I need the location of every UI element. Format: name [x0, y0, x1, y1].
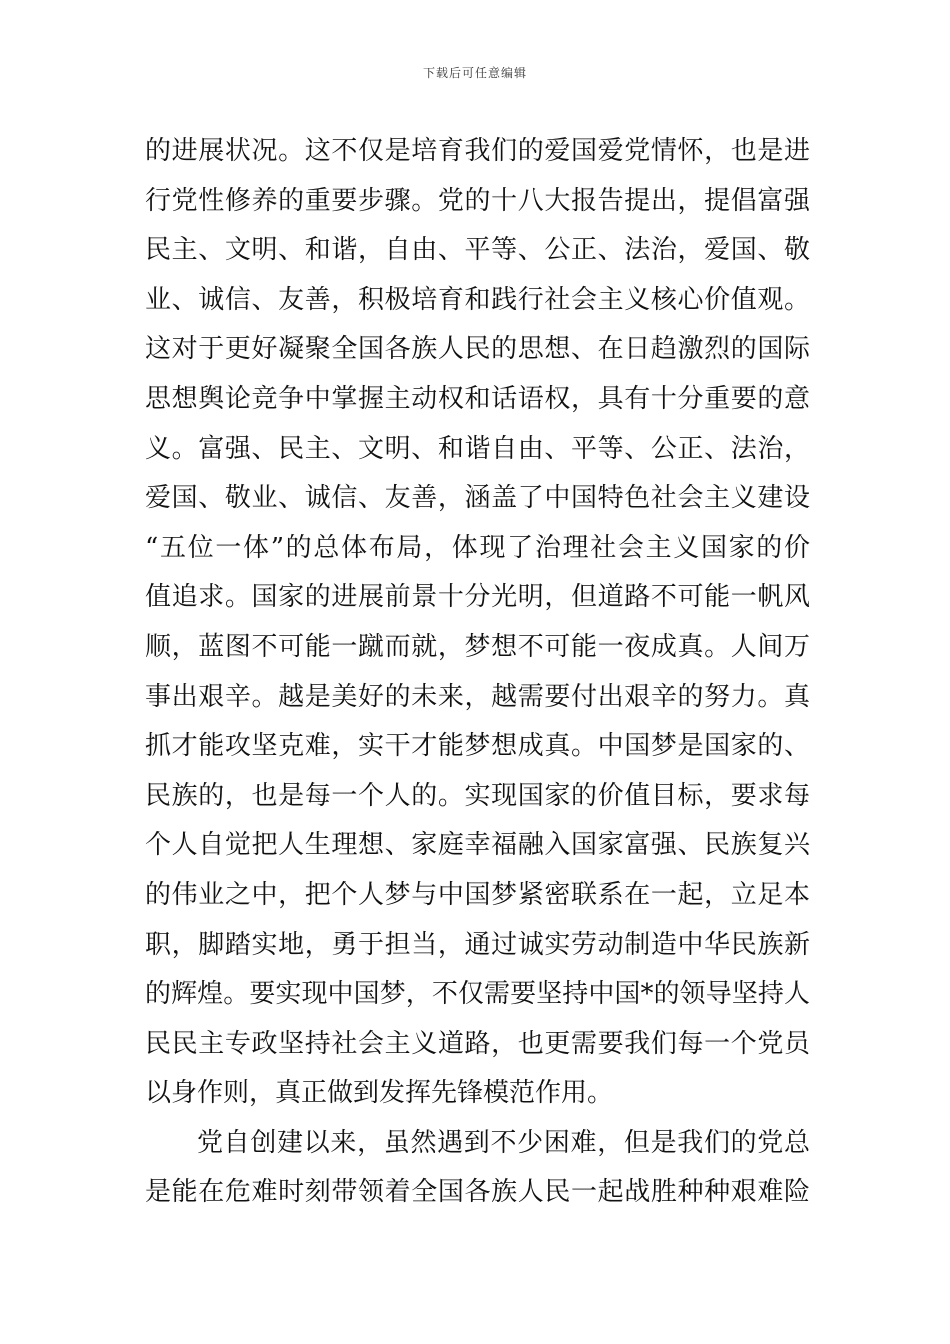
document-body [145, 127, 810, 1218]
page-header-note: 下载后可任意编辑 [422, 66, 527, 80]
text-line: 爱国、敬业、诚信、友善，涵盖了中国特色社会主义建设 [145, 483, 810, 514]
text-line: 的辉煌。要实现中国梦，不仅需要坚持中国*的领导坚持人 [145, 979, 810, 1010]
text-line: 是能在危难时刻带领着全国各族人民一起战胜种种艰难险 [145, 1177, 810, 1208]
paragraph-start-line: 党自创建以来，虽然遇到不少困难，但是我们的党总 [197, 1127, 810, 1158]
text-line: 值追求。国家的进展前景十分光明，但道路不可能一帆风 [145, 582, 810, 613]
text-line: 职，脚踏实地，勇于担当，通过诚实劳动制造中华民族新 [145, 929, 810, 960]
text-line: 的进展状况。这不仅是培育我们的爱国爱党情怀，也是进 [145, 136, 810, 166]
text-line: 这对于更好凝聚全国各族人民的思想、在日趋激烈的国际 [145, 334, 810, 365]
text-line: 抓才能攻坚克难，实干才能梦想成真。中国梦是国家的、 [145, 731, 810, 762]
paragraph-end-line: 以身作则，真正做到发挥先锋模范作用。 [145, 1078, 614, 1109]
text-line: 的伟业之中，把个人梦与中国梦紧密联系在一起，立足本 [145, 879, 810, 910]
text-line: “五位一体”的总体布局，体现了治理社会主义国家的价 [145, 532, 810, 563]
text-line: 业、诚信、友善，积极培育和践行社会主义核心价值观。 [145, 284, 810, 315]
text-line: 个人自觉把人生理想、家庭幸福融入国家富强、民族复兴 [145, 830, 810, 861]
text-line: 民族的，也是每一个人的。实现国家的价值目标，要求每 [145, 780, 810, 811]
text-line: 民主、文明、和谐，自由、平等、公正、法治，爱国、敬 [145, 235, 810, 266]
text-line: 事出艰辛。越是美好的未来，越需要付出艰辛的努力。真 [145, 681, 810, 712]
text-line: 义。富强、民主、文明、和谐自由、平等、公正、法治， [145, 433, 810, 464]
text-line: 思想舆论竞争中掌握主动权和话语权，具有十分重要的意 [145, 383, 810, 414]
text-line: 行党性修养的重要步骤。党的十八大报告提出，提倡富强 [145, 185, 810, 216]
text-line: 顺，蓝图不可能一蹴而就，梦想不可能一夜成真。人间万 [145, 631, 810, 662]
text-line: 民民主专政坚持社会主义道路，也更需要我们每一个党员 [145, 1028, 810, 1059]
